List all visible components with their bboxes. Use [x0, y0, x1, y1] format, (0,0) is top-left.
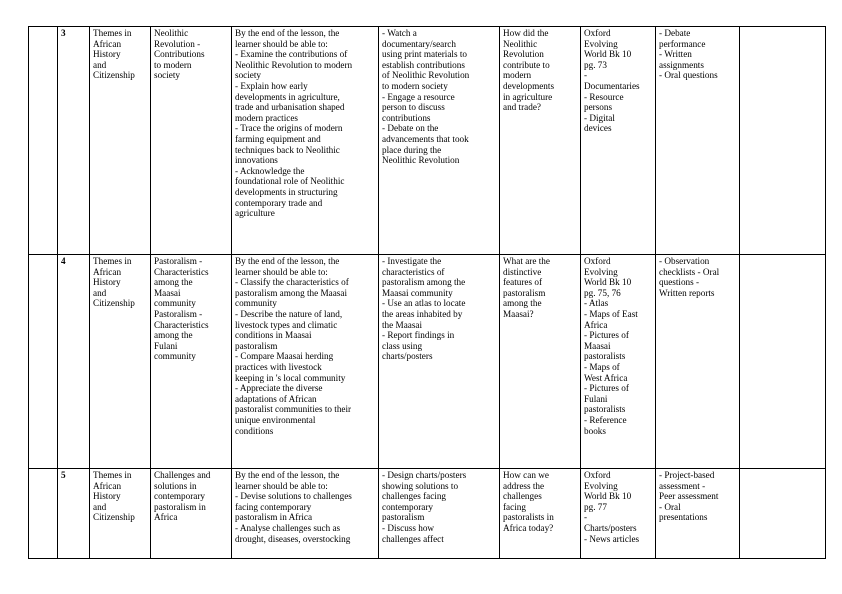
cell-text-line: Revolution [503, 49, 544, 60]
cell-text-line: challenges [503, 491, 542, 502]
cell-text-line: Themes in [93, 256, 132, 266]
cell-text-line: pastoralist communities to their [235, 404, 352, 415]
cell-text-line: - Oral questions [659, 70, 718, 81]
cell-text-line: - [584, 512, 588, 523]
cell-text-line: persons [584, 102, 613, 113]
cell-text-line: West Africa [584, 372, 628, 383]
cell-text-line: questions - [659, 277, 700, 288]
cell-text-line: - Maps of [584, 361, 620, 372]
cell-text-line: Citizenship [93, 298, 135, 309]
cell-text-line: practices with livestock [235, 361, 322, 372]
cell-text-line: pastoralism [382, 512, 425, 523]
lesson-number-cell: 4 [58, 255, 90, 469]
cell-text-line: conditions in Maasai [235, 330, 312, 341]
cell-text-line: in agriculture [503, 91, 553, 102]
cell-text-line: performance [659, 38, 706, 49]
cell-text-line: facing contemporary [235, 501, 312, 512]
table-row [29, 255, 826, 469]
cell-text-line: African [93, 266, 122, 277]
cell-text-line: - Pictures of [584, 383, 629, 394]
cell-text-line: among the [154, 277, 193, 288]
cell-text-line: to modern society [382, 80, 448, 91]
cell-text-line: livestock types and climatic [235, 319, 338, 330]
cell-text-line: pastoralists [584, 404, 626, 415]
cell-text-line: pastoralism [503, 287, 546, 298]
cell-text-line: History [93, 491, 121, 502]
cell-text-line: Oxford [584, 256, 611, 266]
cell-text-line: Written reports [659, 287, 715, 298]
cell-text-line: World Bk 10 [584, 49, 632, 60]
cell-text-line: pastoralism in [154, 501, 206, 512]
learning-outcomes-cell [232, 27, 379, 255]
cell-text-line: Oxford [584, 470, 611, 480]
remarks-cell [740, 27, 826, 255]
cell-text-line: assignments [659, 59, 704, 70]
cell-text-line: Neolithic [154, 28, 189, 38]
cell-text-line: - [584, 70, 588, 81]
cell-text-line: History [93, 277, 121, 288]
cell-text-line: pastoralism in Africa [235, 512, 313, 523]
sub-strand-cell [151, 27, 232, 255]
cell-text-line: How did the [503, 28, 549, 38]
cell-text-line: - Design charts/posters [382, 470, 467, 480]
cell-text-line: distinctive [503, 266, 542, 277]
assessment-cell [656, 27, 740, 255]
learning-outcomes-cell [232, 255, 379, 469]
cell-text-line: learner should be able to: [235, 38, 328, 49]
cell-text-line: foundational role of Neolithic [235, 176, 345, 187]
scheme-of-work-table [28, 26, 826, 559]
cell-text-line: Neolithic Revolution [382, 155, 460, 166]
cell-text-line: assessment - [659, 480, 706, 491]
cell-text-line: - Compare Maasai herding [235, 351, 334, 362]
cell-text-line: class using [382, 340, 423, 351]
sub-strand-cell [151, 255, 232, 469]
strand-cell [90, 255, 151, 469]
cell-text-line: contributions [382, 112, 431, 123]
cell-text-line: developments in agriculture, [235, 91, 340, 102]
cell-text-line: innovations [235, 155, 278, 166]
cell-text-line: Evolving [584, 266, 618, 277]
cell-text-line: - Resource [584, 91, 624, 102]
cell-text-line: Characteristics [154, 266, 209, 277]
cell-text-line: books [584, 425, 606, 436]
cell-text-line: farming equipment and [235, 133, 321, 144]
cell-text-line: challenges facing [382, 491, 447, 502]
cell-text-line: Fulani [584, 393, 608, 404]
cell-text-line: to modern [154, 59, 192, 70]
cell-text-line: among the [154, 330, 193, 341]
cell-text-line: - Examine the contributions of [235, 49, 348, 60]
cell-text-line: Africa [584, 319, 608, 330]
lesson-number-cell: 3 [58, 27, 90, 255]
cell-text-line: How can we [503, 470, 549, 480]
learning-experiences-cell [379, 27, 500, 255]
cell-text-line: Citizenship [93, 70, 135, 81]
learning-experiences-cell [379, 469, 500, 559]
learning-resources-cell [581, 469, 656, 559]
cell-text-line: Neolithic [503, 38, 538, 49]
cell-text-line: Maasai [584, 340, 611, 351]
assessment-cell [656, 469, 740, 559]
cell-text-line: pg. 73 [584, 59, 607, 70]
table-row [29, 27, 826, 255]
cell-text-line: Citizenship [93, 512, 135, 523]
cell-text-line: address the [503, 480, 545, 491]
cell-text-line: modern [503, 70, 532, 81]
cell-text-line: the areas inhabited by [382, 308, 463, 319]
cell-text-line: - Digital [584, 112, 615, 123]
cell-text-line: - Maps of East [584, 308, 638, 319]
cell-text-line: the Maasai [382, 319, 423, 330]
cell-text-line: community [154, 351, 196, 362]
cell-text-line: establish contributions [382, 59, 465, 70]
cell-text-line: - Written [659, 49, 692, 60]
week-cell [29, 255, 58, 469]
learning-resources-cell [581, 27, 656, 255]
cell-text-line: World Bk 10 [584, 491, 632, 502]
learning-outcomes-cell [232, 469, 379, 559]
cell-text-line: Maasai? [503, 308, 534, 319]
cell-text-line: showing solutions to [382, 480, 459, 491]
cell-text-line: - Discuss how [382, 522, 435, 533]
cell-text-line: unique environmental [235, 414, 316, 425]
cell-text-line: pastoralism [235, 340, 278, 351]
cell-text-line: What are the [503, 256, 550, 266]
key-inquiry-question-cell [500, 27, 581, 255]
cell-text-line: among the [503, 298, 542, 309]
cell-text-line: - Report findings in [382, 330, 455, 341]
cell-text-line: Characteristics [154, 319, 209, 330]
cell-text-line: - Devise solutions to challenges [235, 491, 352, 502]
cell-text-line: and [93, 59, 107, 70]
cell-text-line: challenges affect [382, 533, 444, 544]
cell-text-line: pastoralists in [503, 512, 554, 523]
cell-text-line: advancements that took [382, 133, 469, 144]
cell-text-line: contribute to [503, 59, 550, 70]
cell-text-line: - Reference [584, 414, 627, 425]
remarks-cell [740, 469, 826, 559]
cell-text-line: Africa today? [503, 522, 554, 533]
cell-text-line: - Use an atlas to locate [382, 298, 466, 309]
key-inquiry-question-cell [500, 255, 581, 469]
cell-text-line: using print materials to [382, 49, 467, 60]
cell-text-line: By the end of the lesson, the [235, 470, 340, 480]
cell-text-line: Peer assessment [659, 491, 719, 502]
cell-text-line: Themes in [93, 28, 132, 38]
cell-text-line: - Observation [659, 256, 710, 266]
cell-text-line: Documentaries [584, 80, 640, 91]
cell-text-line: charts/posters [382, 351, 433, 362]
cell-text-line: African [93, 38, 122, 49]
cell-text-line: - Debate on the [382, 123, 439, 134]
learning-experiences-cell [379, 255, 500, 469]
cell-text-line: facing [503, 501, 526, 512]
cell-text-line: documentary/search [382, 38, 456, 49]
cell-text-line: pastoralists [584, 351, 626, 362]
cell-text-line: pastoralism among the [382, 277, 466, 288]
cell-text-line: - Acknowledge the [235, 165, 305, 176]
cell-text-line: place during the [382, 144, 442, 155]
cell-text-line: - Classify the characteristics of [235, 277, 349, 288]
cell-text-line: community [235, 298, 277, 309]
cell-text-line: techniques back to Neolithic [235, 144, 340, 155]
cell-text-line: checklists - Oral [659, 266, 720, 277]
sub-strand-cell [151, 469, 232, 559]
cell-text-line: presentations [659, 512, 708, 523]
cell-text-line: learner should be able to: [235, 266, 328, 277]
cell-text-line: - Describe the nature of land, [235, 308, 343, 319]
cell-text-line: of Neolithic Revolution [382, 70, 470, 81]
cell-text-line: Pastoralism - [154, 308, 203, 319]
cell-text-line: - Appreciate the diverse [235, 383, 323, 394]
cell-text-line: - Trace the origins of modern [235, 123, 343, 134]
cell-text-line: society [235, 70, 262, 81]
cell-text-line: - Pictures of [584, 330, 629, 341]
week-cell [29, 469, 58, 559]
cell-text-line: features of [503, 277, 543, 288]
cell-text-line: pastoralism among the Maasai [235, 287, 348, 298]
cell-text-line: - Engage a resource [382, 91, 455, 102]
cell-text-line: characteristics of [382, 266, 445, 277]
table-row [29, 469, 826, 559]
cell-text-line: - News articles [584, 533, 640, 544]
cell-text-line: World Bk 10 [584, 277, 632, 288]
cell-text-line: learner should be able to: [235, 480, 328, 491]
cell-text-line: Africa [154, 512, 178, 523]
cell-text-line: trade and urbanisation shaped [235, 102, 345, 113]
assessment-cell [656, 255, 740, 469]
cell-text-line: Fulani [154, 340, 178, 351]
cell-text-line: and trade? [503, 102, 542, 113]
cell-text-line: and [93, 501, 107, 512]
cell-text-line: Evolving [584, 480, 618, 491]
cell-text-line: contemporary [154, 491, 206, 502]
key-inquiry-question-cell [500, 469, 581, 559]
cell-text-line: and [93, 287, 107, 298]
cell-text-line: conditions [235, 425, 274, 436]
cell-text-line: Maasai [154, 287, 181, 298]
cell-text-line: By the end of the lesson, the [235, 256, 340, 266]
cell-text-line: developments in structuring [235, 186, 338, 197]
cell-text-line: By the end of the lesson, the [235, 28, 340, 38]
cell-text-line: devices [584, 123, 612, 134]
cell-text-line: - Explain how early [235, 80, 308, 91]
cell-text-line: - Debate [659, 28, 691, 38]
cell-text-line: Revolution - [154, 38, 201, 49]
cell-text-line: Themes in [93, 470, 132, 480]
cell-text-line: agriculture [235, 208, 275, 219]
cell-text-line: keeping in 's local community [235, 372, 346, 383]
cell-text-line: Contributions [154, 49, 205, 60]
cell-text-line: Pastoralism - [154, 256, 203, 266]
cell-text-line: community [154, 298, 196, 309]
cell-text-line: solutions in [154, 480, 197, 491]
cell-text-line: Challenges and [154, 470, 211, 480]
week-cell [29, 27, 58, 255]
cell-text-line: person to discuss [382, 102, 445, 113]
cell-text-line: Charts/posters [584, 522, 637, 533]
cell-text-line: - Analyse challenges such as [235, 522, 341, 533]
cell-text-line: Evolving [584, 38, 618, 49]
cell-text-line: African [93, 480, 122, 491]
cell-text-line: History [93, 49, 121, 60]
cell-text-line: contemporary [382, 501, 434, 512]
cell-text-line: modern practices [235, 112, 299, 123]
cell-text-line: pg. 75, 76 [584, 287, 621, 298]
cell-text-line: pg. 77 [584, 501, 607, 512]
cell-text-line: Oxford [584, 28, 611, 38]
strand-cell [90, 27, 151, 255]
cell-text-line: drought, diseases, overstocking [235, 533, 351, 544]
cell-text-line: adaptations of African [235, 393, 317, 404]
cell-text-line: - Oral [659, 501, 681, 512]
cell-text-line: contemporary trade and [235, 197, 323, 208]
cell-text-line: - Atlas [584, 298, 609, 309]
lesson-number-cell: 5 [58, 469, 90, 559]
strand-cell [90, 469, 151, 559]
cell-text-line: developments [503, 80, 555, 91]
cell-text-line: Maasai community [382, 287, 453, 298]
learning-resources-cell [581, 255, 656, 469]
cell-text-line: Neolithic Revolution to modern [235, 59, 353, 70]
cell-text-line: - Investigate the [382, 256, 442, 266]
cell-text-line: society [154, 70, 181, 81]
remarks-cell [740, 255, 826, 469]
cell-text-line: - Project-based [659, 470, 715, 480]
cell-text-line: - Watch a [382, 28, 417, 38]
